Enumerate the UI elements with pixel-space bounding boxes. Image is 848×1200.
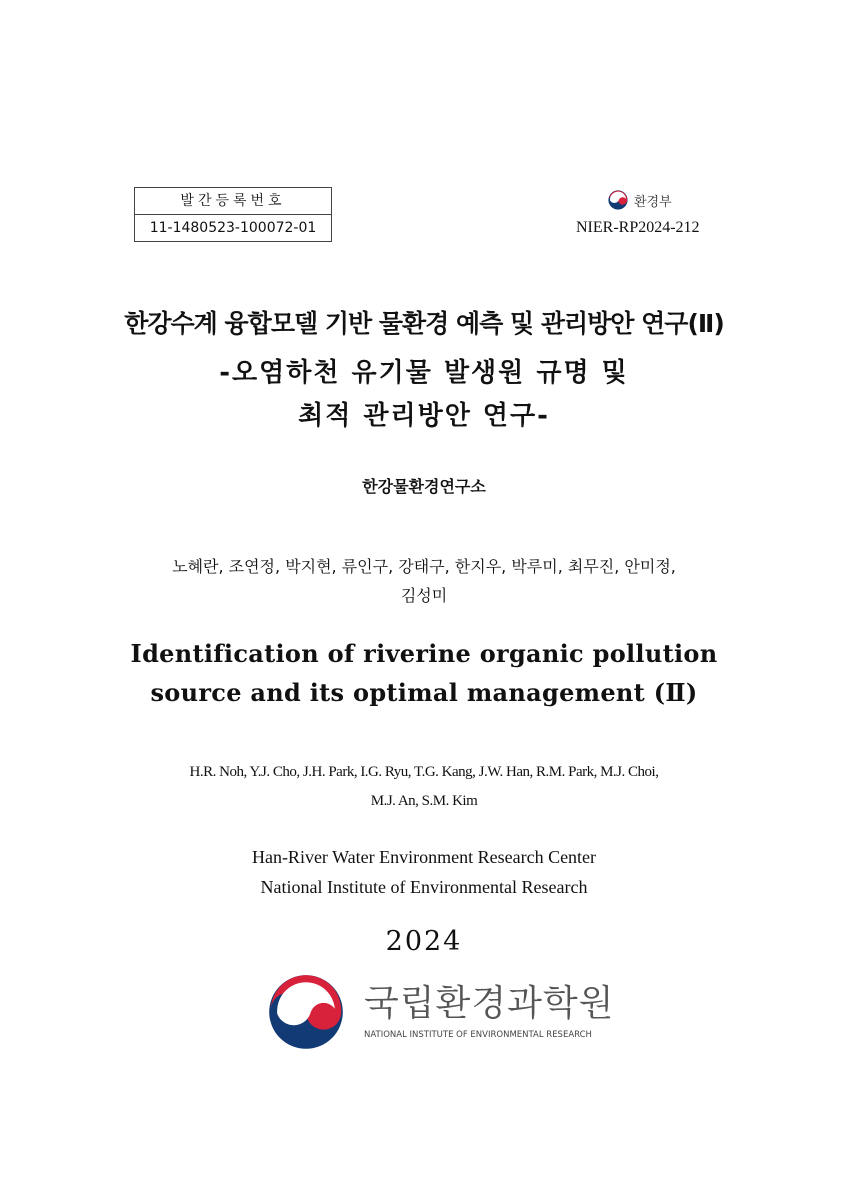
title-en [0, 634, 848, 712]
logo-name-en: NATIONAL INSTITUTE OF ENVIRONMENTAL RESEARCH [364, 1030, 592, 1040]
ministry-name: 환경부 [634, 194, 672, 210]
title-ko-line1: 한강수계 융합모델 기반 물환경 예측 및 관리방안 연구(Ⅱ) [124, 309, 724, 338]
registration-number: 11-1480523-100072-01 [149, 220, 317, 236]
authors-ko-line1: 노혜란, 조연정, 박지현, 류인구, 강태구, 한지우, 박루미, 최무진, 안미정, [172, 557, 676, 576]
authors-en [0, 758, 848, 816]
authors-ko [0, 552, 848, 610]
registration-box [134, 187, 332, 242]
title-ko-line3: 최적 관리방안 연구- [298, 401, 550, 431]
title-en-line1: Identification of riverine organic pollution [130, 639, 718, 668]
taegeuk-logo-icon [262, 972, 350, 1052]
registration-label: 발간등록번호 [135, 188, 331, 215]
report-id: NIER-RP2024-212 [576, 219, 700, 236]
nier-logo [262, 972, 614, 1052]
logo-name-ko: 국립환경과학원 [364, 983, 615, 1024]
taegeuk-icon [608, 190, 628, 210]
authors-ko-line2: 김성미 [400, 586, 448, 605]
authors-en-line2: M.J. An, S.M. Kim [370, 793, 478, 809]
research-center [0, 842, 848, 902]
center-line1: Han-River Water Environment Research Center [251, 847, 597, 867]
publication-year: 2024 [385, 926, 463, 957]
institute-ko: 한강물환경연구소 [362, 477, 486, 496]
center-line2: National Institute of Environmental Research [260, 877, 588, 897]
ministry-mark [608, 190, 672, 210]
authors-en-line1: H.R. Noh, Y.J. Cho, J.H. Park, I.G. Ryu, T.G. Kang, J.W. Han, R.M. Park, M.J. Choi, [189, 764, 659, 780]
title-ko-line2: -오염하천 유기물 발생원 규명 및 [219, 358, 629, 388]
title-en-line2: source and its optimal management (Ⅱ) [150, 678, 698, 707]
